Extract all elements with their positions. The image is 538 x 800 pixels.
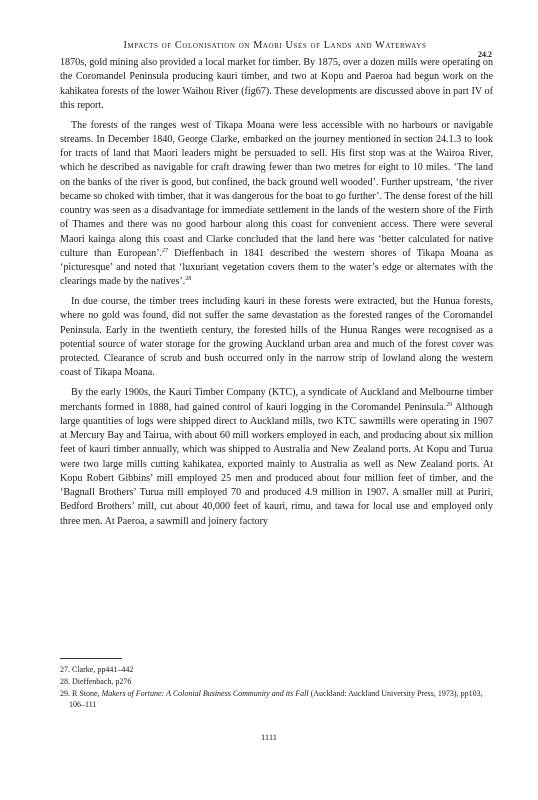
- paragraph-text: 1870s, gold mining also provided a local market for timber. By 1875, over a dozen mills were operating on the Coromandel Peninsula producing kauri timber, and two at Kopu and Paeroa had begun work on the kahikatea forests of the lower Waihou River (fig67). These developments are discussed above in part IV of this report.: [60, 57, 493, 111]
- footnotes: [60, 664, 493, 711]
- paragraph-text: Although large quantities of logs were shipped direct to Auckland mills, two KTC sawmills were operating in 1907 at Mercury Bay and Tairua, with about 60 mill workers employed in each, and producing about six million feet of kauri timber annually, which was shipped to Australia and New Zealand ports. At Kopu and Turua were two large mills cutting kahikatea, exported mainly to Australia as well as New Zealand ports. At Kopu Robert Gibbins’ mill employed 25 men and produced about four million feet of timber, and the ‘Bagnall Brothers’ Turua mill employed 70 and produced 4.9 million in 1907. A smaller mill at Puriri, Bedford Brothers’ mill, cut about 40,000 feet of kauri, rimu, and tawa for local use and employed only three men. At Paeroa, a sawmill and joinery factory: [60, 401, 493, 527]
- paragraph: [60, 119, 493, 290]
- paragraph-text: By the early 1900s, the Kauri Timber Company (KTC), a syndicate of Auckland and Melbourne timber merchants formed in 1888, had gained control of kauri logging in the Coromandel Peninsula.: [60, 387, 493, 413]
- footnote-number: 29.: [60, 688, 70, 698]
- body-text: [60, 56, 493, 534]
- footnote-ref[interactable]: 29: [446, 401, 453, 408]
- footnote-text: (Auckland: Auckland University Press, 1973), pp103, 106–111: [69, 688, 483, 710]
- page-number: 1111: [260, 732, 278, 742]
- footnote-ref[interactable]: 28: [185, 276, 192, 283]
- paragraph-text: In due course, the timber trees including kauri in these forests were extracted, but the Hunua forests, where no gold was found, did not suffer the same devastation as the forested ranges of the Coromandel Peninsula. Early in the twentieth century, the forested hills of the Hunua Ranges were recognised as a potential source of water storage for the growing Auckland urban area and much of the forest cover was protected. Clearance of scrub and bush occurred only in the narrow strip of lowland along the western coast of Tikapa Moana.: [60, 296, 493, 379]
- footnote-text: R Stone,: [72, 688, 102, 698]
- paragraph-text: The forests of the ranges west of Tikapa Moana were less accessible with no harbours or navigable streams. In December 1840, George Clarke, embarked on the journey mentioned in section 24.1.3 to look for tracts of land that Maori leaders might be persuaded to sell. His first stop was at the Wairoa River, which he described as navigable for craft drawing fewer than two metres for eight to 10 miles. ‘The land on the banks of the river is good, but confined, the back ground well wooded’. Further upstream, ‘the river became so choked with timber, that it was dangerous for the boat to go further’. The dense forest of the hill country was seen as a disadvantage for immediate settlement in the lands of the western shore of the Firth of Thames and there was no good harbour along this coast for convenient access. There were several Maori kainga along this coast and Clarke concluded that the land here was ‘better calculated for native culture than European’.: [60, 119, 493, 259]
- footnote-divider: [60, 658, 122, 659]
- footnote-text: Dieffenbach, p276: [72, 676, 132, 686]
- footnote-number: 28.: [60, 676, 70, 686]
- footnote-ref[interactable]: 27: [162, 247, 169, 254]
- running-header: Impacts of Colonisation on Maori Uses of Lands and Waterways: [123, 40, 427, 51]
- footnote: [60, 676, 493, 688]
- footnote-number: 27.: [60, 665, 70, 674]
- paragraph-text: Dieffenbach in 1841 described the western shores of Tikapa Moana as ‘picturesque’ and noted that ‘luxuriant vegetation covers them to the water’s edge or alternates with the clearings made by the natives’.: [60, 247, 494, 288]
- section-number: 24.2: [478, 50, 492, 59]
- footnote-text: Clarke, pp441–442: [72, 665, 134, 674]
- footnote: [60, 688, 493, 712]
- paragraph: [60, 56, 493, 113]
- footnote: [60, 664, 493, 676]
- paragraph: [60, 386, 493, 529]
- paragraph: [60, 295, 493, 381]
- footnote-book-title: Makers of Fortune: A Colonial Business Community and its Fall: [101, 688, 309, 698]
